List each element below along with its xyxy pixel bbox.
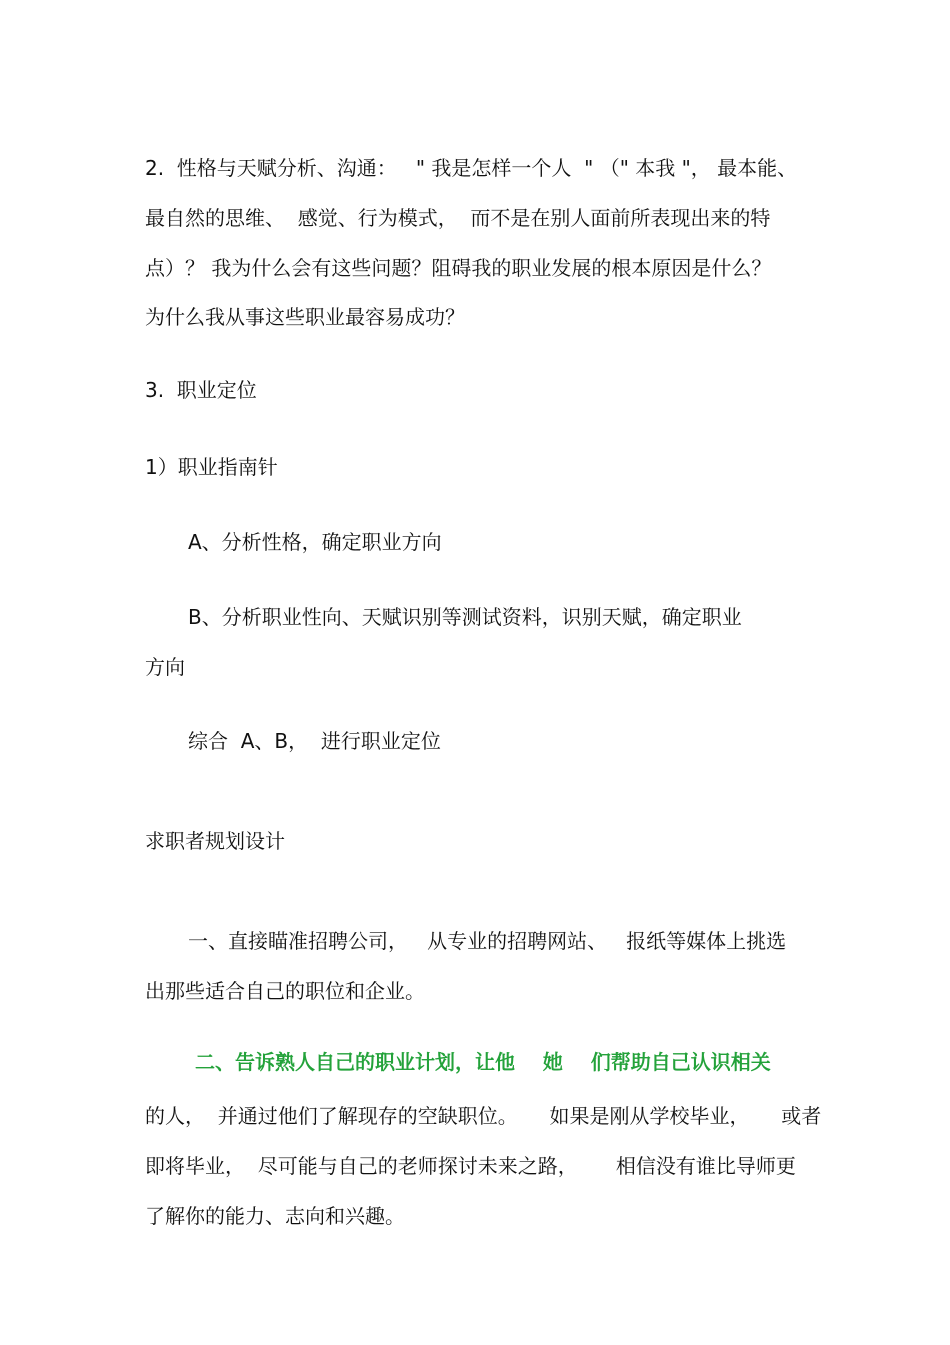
- item-b-line-1: B、分析职业性向、天赋识别等测试资料，识别天赋，确定职业: [188, 605, 742, 629]
- point2-line-1: 的人， 并通过他们了解现存的空缺职位。 如果是刚从学校毕业， 或者: [145, 1104, 822, 1128]
- section3-heading: 3. 职业定位: [145, 378, 257, 402]
- point1-line-2: 出那些适合自己的职位和企业。: [145, 979, 425, 1003]
- item-a: A、分析性格，确定职业方向: [188, 530, 442, 554]
- section2-line-2: 最自然的思维、 感觉、行为模式， 而不是在别人面前所表现出来的特: [145, 206, 771, 230]
- section2-line-4: 为什么我从事这些职业最容易成功？: [145, 305, 465, 329]
- point1-line-1: 一、直接瞄准招聘公司， 从专业的招聘网站、 报纸等媒体上挑选: [188, 929, 787, 953]
- item-b-line-2: 方向: [145, 655, 185, 679]
- section2-line-3: 点）？ 我为什么会有这些问题？阻碍我的职业发展的根本原因是什么？: [145, 256, 772, 280]
- section2-line-1: 2. 性格与天赋分析、沟通： " 我是怎样一个人 " （" 本我 "， 最本能、: [145, 156, 798, 180]
- point2-line-2: 即将毕业， 尽可能与自己的老师探讨未来之路， 相信没有谁比导师更: [145, 1154, 796, 1178]
- point2-highlight-line: 二、告诉熟人自己的职业计划，让他 她 们帮助自己认识相关: [195, 1050, 771, 1074]
- career-compass-subheading: 1）职业指南针: [145, 455, 278, 479]
- summary-line: 综合 A、B， 进行职业定位: [188, 729, 441, 753]
- point2-line-3: 了解你的能力、志向和兴趣。: [145, 1204, 405, 1228]
- job-seeker-title: 求职者规划设计: [145, 829, 285, 853]
